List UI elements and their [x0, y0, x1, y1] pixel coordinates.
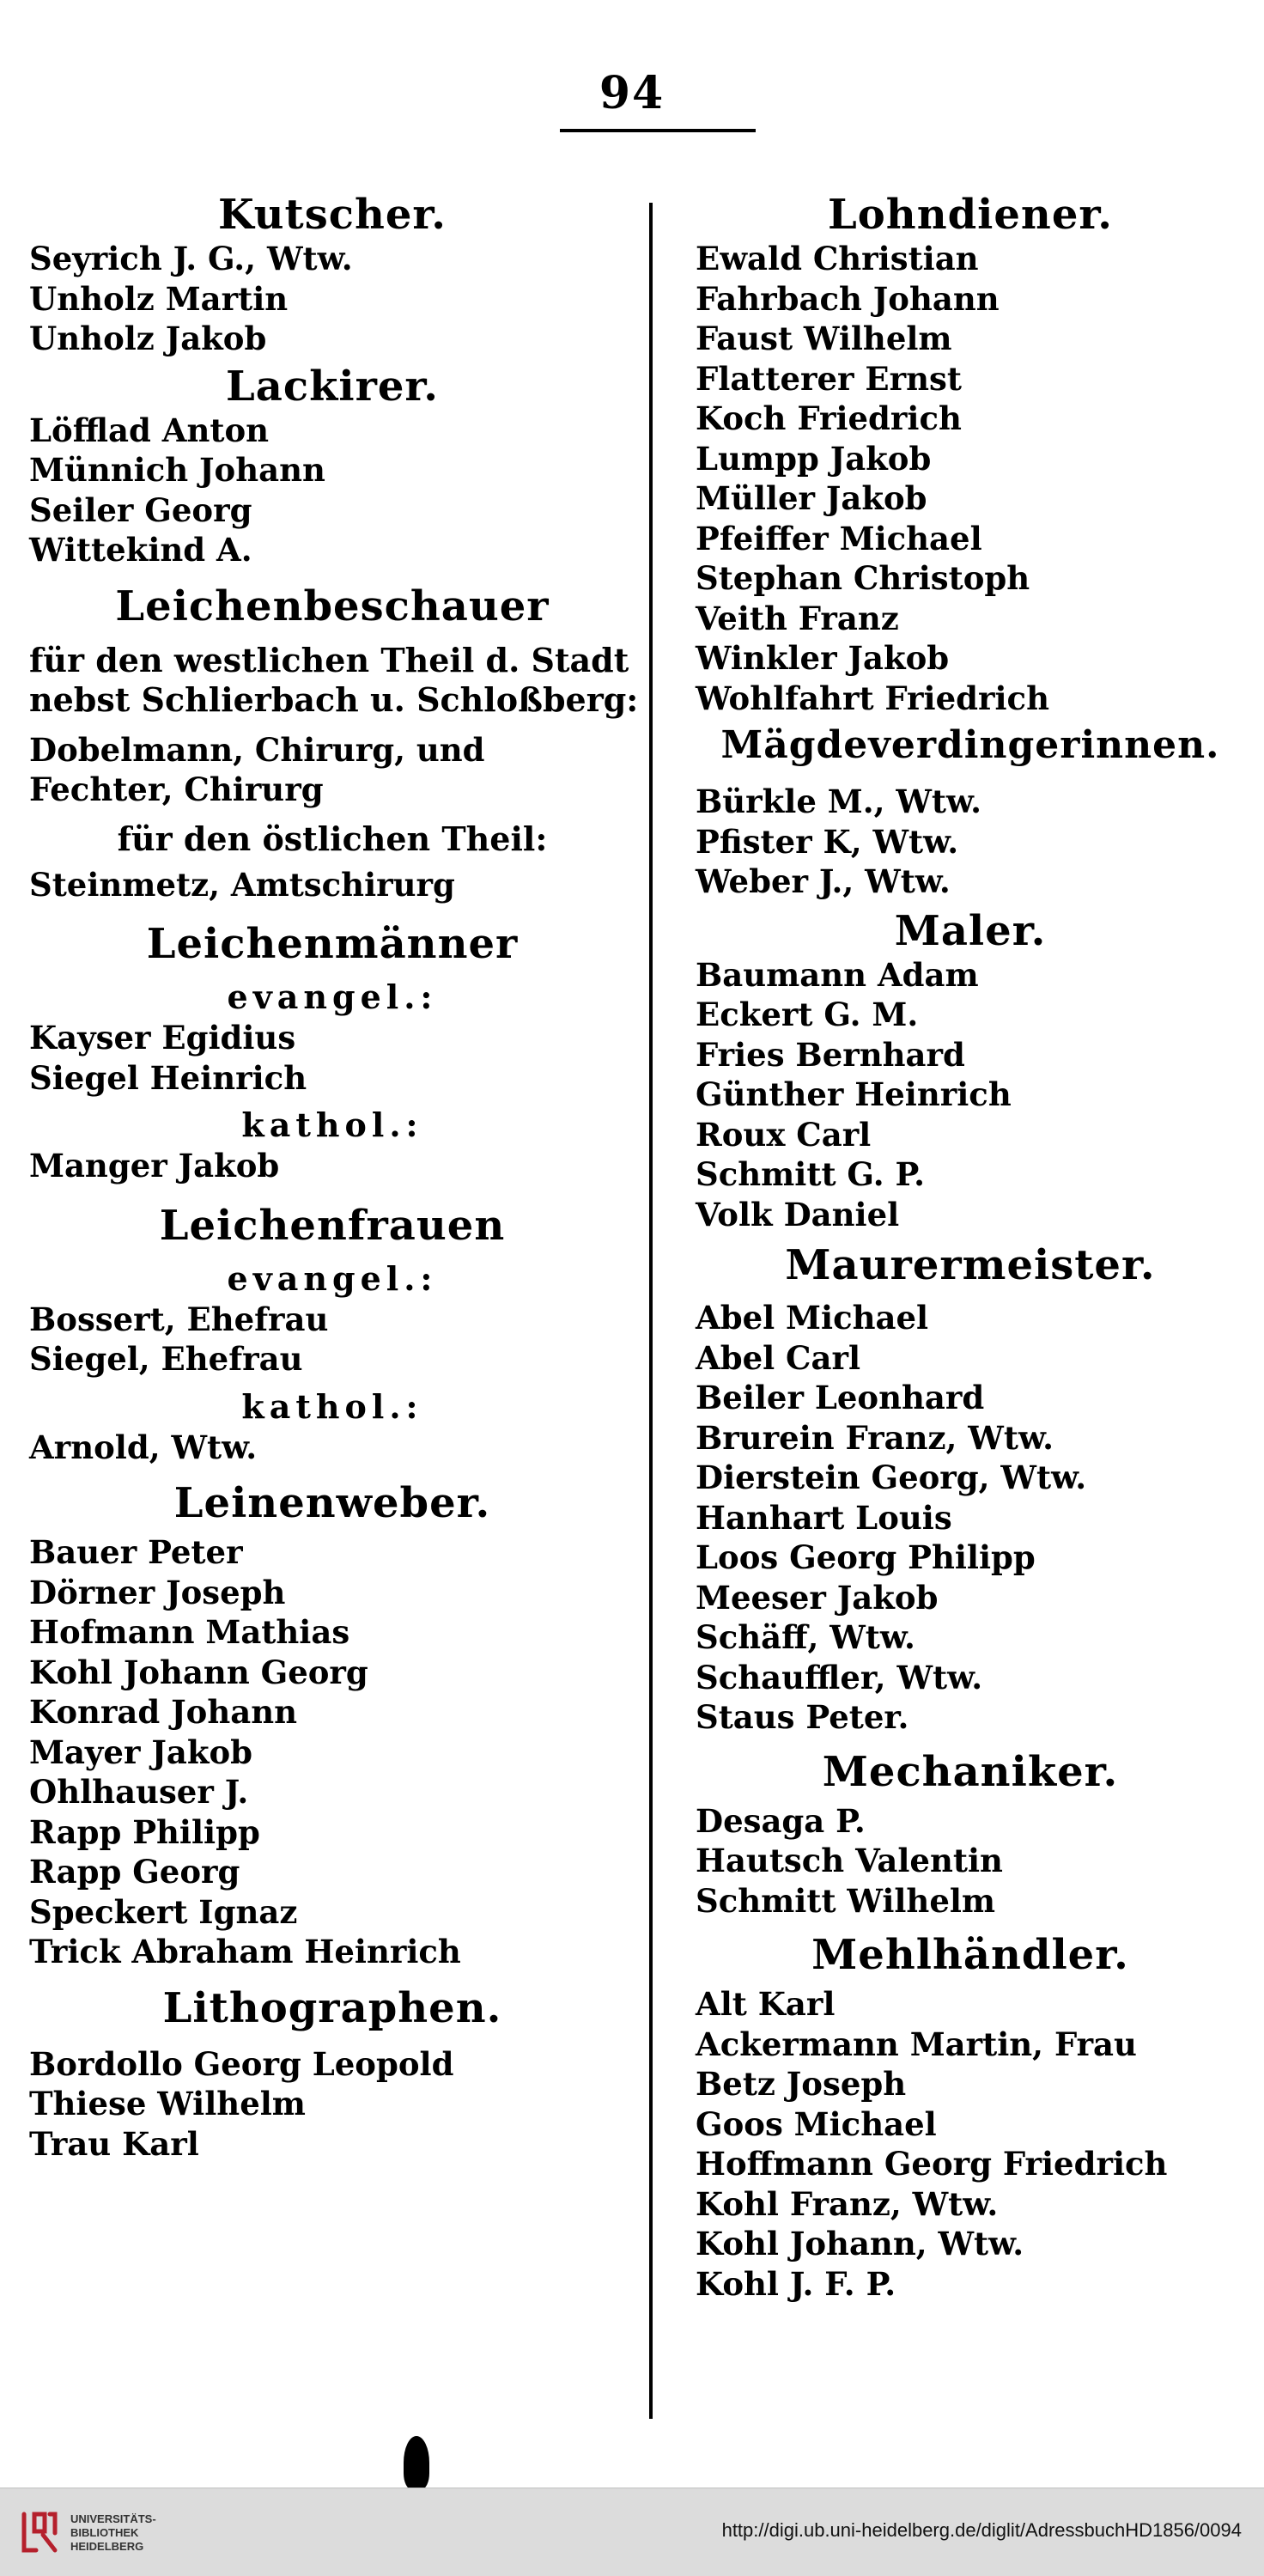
- list-item: Bossert, Ehefrau: [29, 1300, 329, 1338]
- logo-line: UNIVERSITÄTS-: [70, 2512, 156, 2525]
- list-item: Unholz Martin: [29, 279, 289, 318]
- section-leichenbeschauer: [29, 582, 639, 905]
- logo-text: [70, 2512, 156, 2554]
- list-item: Volk Daniel: [696, 1195, 900, 1233]
- list-item: Wittekind A.: [29, 531, 252, 569]
- section-heading: Leichenfrauen: [159, 1201, 506, 1250]
- entry-list: [29, 1428, 635, 1468]
- list-item: Bordollo Georg Leopold: [29, 2044, 454, 2083]
- section-lohndiener: [696, 191, 1245, 718]
- list-item: Roux Carl: [696, 1115, 872, 1154]
- list-item: Abel Carl: [696, 1338, 861, 1377]
- list-item: Fechter, Chirurg: [29, 770, 324, 808]
- footer-bar: [0, 2488, 1264, 2576]
- list-item: Dierstein Georg, Wtw.: [696, 1459, 1087, 1496]
- list-item: Bürkle M., Wtw.: [696, 783, 982, 820]
- logo-line: HEIDELBERG: [70, 2540, 144, 2553]
- entry-list: [696, 239, 1245, 718]
- section-lithographen: [29, 1984, 635, 2165]
- list-item: Arnold, Wtw.: [29, 1428, 258, 1466]
- list-item: Brurein Franz, Wtw.: [696, 1418, 1054, 1457]
- list-item: Schauffler, Wtw.: [696, 1658, 983, 1696]
- list-item: Speckert Ignaz: [29, 1892, 298, 1931]
- section-maurermeister: [696, 1241, 1245, 1738]
- section-heading: Leichenbeschauer: [115, 582, 550, 630]
- list-item: Ackermann Martin, Frau: [696, 2025, 1137, 2063]
- entry-list: [29, 1018, 635, 1098]
- list-item: Dörner Joseph: [29, 1573, 286, 1611]
- list-item: Veith Franz: [696, 599, 899, 637]
- list-item: Hofmann Mathias: [29, 1613, 350, 1651]
- page-number: 94: [599, 67, 665, 119]
- list-item: Wohlfahrt Friedrich: [696, 679, 1049, 717]
- list-item: Baumann Adam: [696, 955, 979, 994]
- list-item: Bauer Peter: [29, 1533, 243, 1571]
- section-heading: Lithographen.: [162, 1983, 502, 2032]
- page-number-rule: [560, 129, 756, 132]
- list-item: Müller Jakob: [696, 479, 927, 517]
- entry-list: [29, 1300, 635, 1379]
- list-item: Manger Jakob: [29, 1147, 280, 1184]
- list-item: Seyrich J. G., Wtw.: [29, 240, 353, 277]
- list-item: Dobelmann, Chirurg, und: [29, 730, 485, 769]
- list-item: Unholz Jakob: [29, 320, 267, 357]
- list-item: Hautsch Valentin: [696, 1842, 1003, 1879]
- list-item: Faust Wilhelm: [696, 320, 952, 357]
- list-item: Eckert G. M.: [696, 996, 919, 1033]
- list-item: Goos Michael: [696, 2104, 937, 2143]
- section-heading: Leinenweber.: [173, 1479, 491, 1527]
- section-leichenmaenner: [29, 920, 635, 1186]
- entry-list: [696, 1298, 1245, 1738]
- ink-blot: [404, 2436, 429, 2489]
- list-item: Rapp Georg: [29, 1853, 240, 1891]
- section-mechaniker: [696, 1748, 1245, 1921]
- section-leinenweber: [29, 1479, 635, 1972]
- section-kutscher: [29, 191, 635, 359]
- list-item: Trau Karl: [29, 2124, 199, 2163]
- list-item: Münnich Johann: [29, 451, 325, 489]
- list-item: Kohl Franz, Wtw.: [696, 2184, 999, 2223]
- entry-list: [29, 1146, 635, 1186]
- list-item: Hoffmann Georg Friedrich: [696, 2145, 1168, 2183]
- section-heading: Lohndiener.: [828, 191, 1113, 239]
- list-item: Thiese Wilhelm: [29, 2085, 306, 2122]
- list-item: Desaga P.: [696, 1801, 866, 1840]
- list-item: Lumpp Jakob: [696, 439, 932, 478]
- confession-label: kathol.:: [241, 1105, 423, 1144]
- list-item: Pfeiffer Michael: [696, 519, 982, 557]
- list-item: Weber J., Wtw.: [696, 862, 951, 900]
- list-item: Winkler Jakob: [696, 639, 950, 677]
- list-item: Ohlhauser J.: [29, 1773, 249, 1811]
- list-item: Kayser Egidius: [29, 1019, 296, 1057]
- list-item: Günther Heinrich: [696, 1075, 1012, 1113]
- entry-list: [29, 2044, 635, 2165]
- right-column: [696, 191, 1245, 2304]
- section-maler: [696, 907, 1245, 1235]
- confession-label: evangel.:: [227, 977, 438, 1016]
- entry-list: [696, 1984, 1245, 2304]
- section-heading: Mehlhändler.: [811, 1931, 1129, 1979]
- list-item: Abel Michael: [696, 1299, 929, 1337]
- list-item: Siegel Heinrich: [29, 1058, 307, 1097]
- list-item: Siegel, Ehefrau: [29, 1340, 303, 1378]
- entry-list: [29, 239, 635, 359]
- list-item: Kohl Johann Georg: [29, 1653, 368, 1691]
- entry-list: [29, 865, 635, 905]
- list-item: Seiler Georg: [29, 490, 252, 529]
- list-item: Loos Georg Philipp: [696, 1538, 1036, 1576]
- list-item: Kohl Johann, Wtw.: [696, 2225, 1024, 2262]
- list-item: Flatterer Ernst: [696, 359, 962, 398]
- list-item: Schmitt G. P.: [696, 1155, 926, 1193]
- confession-label: kathol.:: [241, 1386, 423, 1426]
- district-note: für den westlichen Theil d. Stadt: [29, 640, 629, 679]
- confession-label: evangel.:: [227, 1258, 438, 1298]
- section-heading: Mägdeverdingerinnen.: [720, 723, 1220, 767]
- list-item: Konrad Johann: [29, 1693, 298, 1731]
- list-item: Stephan Christoph: [696, 559, 1030, 597]
- list-item: Schmitt Wilhelm: [696, 1881, 996, 1920]
- list-item: Alt Karl: [696, 1985, 836, 2023]
- section-heading: Maler.: [894, 906, 1047, 955]
- section-heading: Mechaniker.: [822, 1747, 1119, 1796]
- list-item: Meeser Jakob: [696, 1578, 939, 1617]
- section-leichenfrauen: [29, 1202, 635, 1468]
- list-item: Kohl J. F. P.: [696, 2264, 896, 2303]
- list-item: Fries Bernhard: [696, 1035, 965, 1074]
- section-mehlhaendler: [696, 1931, 1245, 2304]
- list-item: Pfister K, Wtw.: [696, 822, 959, 861]
- list-item: Beiler Leonhard: [696, 1379, 985, 1416]
- section-heading: Leichenmänner: [146, 920, 519, 968]
- district-note: für den östlichen Theil:: [117, 819, 548, 858]
- entry-list: [29, 730, 635, 810]
- list-item: Rapp Philipp: [29, 1812, 260, 1851]
- section-lackirer: [29, 362, 635, 570]
- entry-list: [696, 782, 1245, 902]
- entry-list: [696, 1801, 1245, 1921]
- left-column: [29, 191, 639, 2164]
- list-item: Betz Joseph: [696, 2065, 907, 2103]
- list-item: Mayer Jakob: [29, 1733, 253, 1771]
- list-item: Hanhart Louis: [696, 1498, 952, 1537]
- entry-list: [696, 955, 1245, 1235]
- logo-line: BIBLIOTHEK: [70, 2526, 139, 2539]
- column-divider: [649, 203, 653, 2419]
- section-heading: Lackirer.: [226, 362, 439, 411]
- section-heading: Kutscher.: [217, 191, 447, 239]
- list-item: Steinmetz, Amtschirurg: [29, 865, 455, 904]
- source-url-link[interactable]: http://digi.ub.uni-heidelberg.de/diglit/AdressbuchHD1856/0094: [721, 2519, 1242, 2541]
- list-item: Trick Abraham Heinrich: [29, 1933, 461, 1970]
- list-item: Staus Peter.: [696, 1698, 909, 1736]
- list-item: Löfflad Anton: [29, 411, 270, 449]
- section-heading: Maurermeister.: [785, 1241, 1156, 1289]
- list-item: Koch Friedrich: [696, 399, 962, 437]
- list-item: Ewald Christian: [696, 240, 979, 277]
- entry-list: [29, 1532, 635, 1972]
- district-note: nebst Schlierbach u. Schloßberg:: [29, 679, 639, 719]
- university-library-logo-icon: [17, 2507, 60, 2557]
- list-item: Schäff, Wtw.: [696, 1618, 915, 1656]
- entry-list: [29, 411, 635, 570]
- list-item: Fahrbach Johann: [696, 279, 1000, 318]
- section-maegdeverdingerinnen: [696, 722, 1245, 902]
